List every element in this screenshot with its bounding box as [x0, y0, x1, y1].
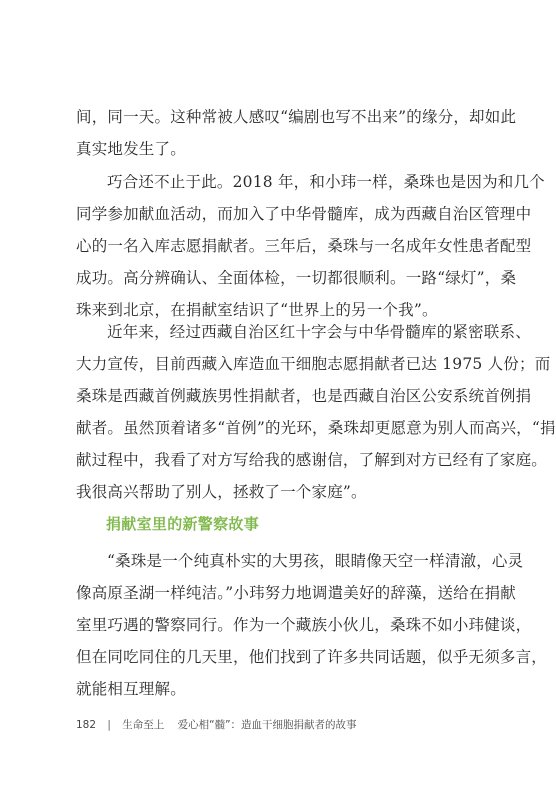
book-subtitle: 爱心相“髓”：造血干细胞捐献者的故事	[177, 719, 357, 731]
text-line: 室里巧遇的警察同行。作为一个藏族小伙儿，桑珠不如小玮健谈，	[76, 616, 532, 634]
book-title: 生命至上	[122, 719, 165, 731]
text-line: 大力宣传，目前西藏入库造血干细胞志愿捐献者已达 1975 人份；而	[76, 355, 551, 373]
text-line: 真实地发生了。	[76, 140, 186, 158]
text-line: 我很高兴帮助了别人，拯救了一个家庭”。	[76, 483, 367, 501]
footer-separator: |	[107, 719, 111, 731]
paragraph-coincidence	[76, 166, 545, 326]
text-line: 近年来，经过西藏自治区红十字会与中华骨髓库的紧密联系、	[107, 323, 531, 341]
text-line: 巧合还不止于此。2018 年，和小玮一样，桑珠也是因为和几个	[107, 173, 545, 191]
text-line: 同学参加献血活动，而加入了中华骨髓库，成为西藏自治区管理中	[76, 205, 532, 223]
text-line: 献者。虽然顶着诸多“首例”的光环，桑珠却更愿意为别人而高兴，“捐	[76, 419, 556, 437]
text-line: 间，同一天。这种常被人感叹“编剧也写不出来”的缘分，却如此	[76, 108, 517, 126]
text-line: 心的一名入库志愿捐献者。三年后，桑珠与一名成年女性患者配型	[76, 237, 532, 255]
text-line: 就能相互理解。	[76, 680, 186, 698]
paragraph-continuation	[76, 101, 517, 165]
text-line: 成功。高分辨确认、全面体检，一切都很顺利。一路“绿灯”，桑	[76, 269, 517, 287]
paragraph-tibet-donors	[76, 316, 556, 508]
paragraph-police-story	[76, 545, 548, 705]
text-line: 献过程中，我看了对方写给我的感谢信，了解到对方已经有了家庭。	[76, 451, 548, 469]
page-footer	[76, 717, 357, 732]
text-line: 像高原圣湖一样纯洁。”小玮努力地调遣美好的辞藻，送给在捐献	[76, 584, 516, 602]
section-heading: 捐献室里的新警察故事	[106, 515, 260, 533]
text-line: 但在同吃同住的几天里，他们找到了许多共同话题，似乎无须多言，	[76, 648, 548, 666]
text-line: 珠来到北京，在捐献室结识了“世界上的另一个我”。	[76, 301, 438, 319]
text-line: 桑珠是西藏首例藏族男性捐献者，也是西藏自治区公安系统首例捐	[76, 387, 532, 405]
text-line: “桑珠是一个纯真朴实的大男孩，眼睛像天空一样清澈，心灵	[107, 552, 524, 570]
page-number: 182	[76, 719, 97, 731]
